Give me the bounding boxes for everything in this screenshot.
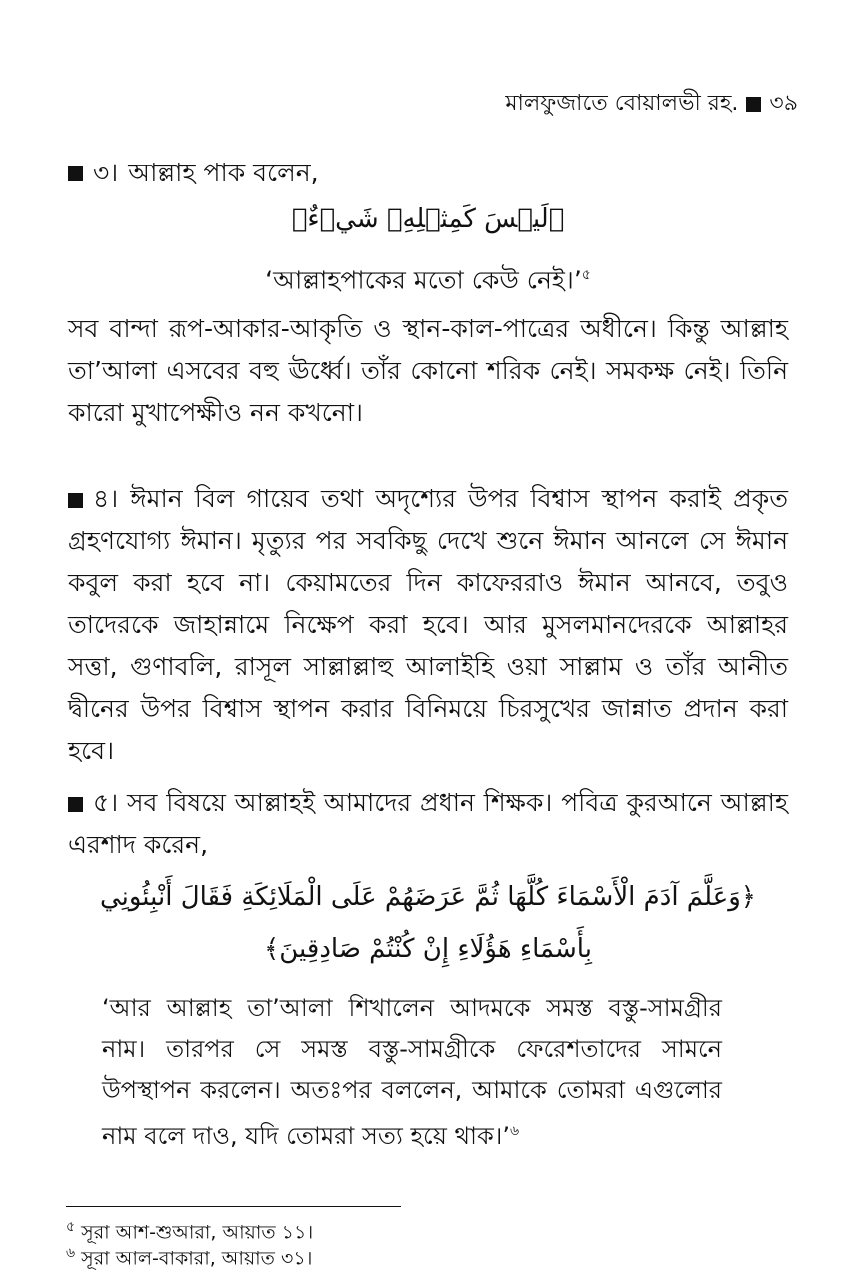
- section-3-body: সব বান্দা রূপ-আকার-আকৃতি ও স্থান-কাল-পাত্রের অধীনে। কিন্তু আল্লাহ তা’আলা এসবের বহু ঊর্ধ্বে। তাঁর কোনো শরিক নেই। সমকক্ষ নেই। তিনি কারো মুখাপেক্ষীও নন কখনো।: [68, 314, 788, 427]
- running-header: [505, 86, 798, 123]
- footnote-6: [66, 1240, 312, 1271]
- arabic-verse-line-2: بِأَسْمَاءِ هَؤُلَاءِ إِنْ كُنْتُمْ صَادِقِينَ﴾: [264, 934, 592, 964]
- section-number: ৪।: [93, 484, 119, 513]
- footnote-text: সূরা আল-বাকারা, আয়াত ৩১।: [81, 1247, 313, 1270]
- footnote-text: সূরা আশ-শুআরা, আয়াত ১১।: [81, 1221, 314, 1244]
- square-bullet-icon: [746, 97, 761, 112]
- verse-translation: [68, 254, 788, 301]
- square-bullet-icon: [68, 166, 83, 181]
- section-intro: আল্লাহ পাক বলেন,: [128, 158, 319, 187]
- verse-translation: [102, 988, 722, 1157]
- footnote-ref: ৬: [509, 1123, 520, 1139]
- section-3-heading: [68, 152, 788, 194]
- arabic-verse-line-1: ﴿وَعَلَّمَ آدَمَ الْأَسْمَاءَ كُلَّهَا ثُمَّ عَرَضَهُمْ عَلَى الْمَلَائِكَةِ فَقَالَ أَنْبِئُونِي: [99, 882, 757, 912]
- translation-text: ‘আল্লাহপাকের মতো কেউ নেই।’: [265, 265, 582, 295]
- section-number: ৫।: [93, 788, 119, 817]
- section-5-intro: সব বিষয়ে আল্লাহই আমাদের প্রধান শিক্ষক। পবিত্র কুরআনে আল্লাহ এরশাদ করেন,: [68, 788, 788, 859]
- footnote-ref: ৫: [581, 267, 591, 283]
- footnote-mark: ৫: [66, 1219, 76, 1235]
- square-bullet-icon: [68, 493, 83, 508]
- section-number: ৩।: [93, 158, 119, 187]
- section-4-paragraph: [68, 478, 788, 772]
- running-title: মালফুজাতে বোয়ালভী রহ.: [505, 91, 739, 116]
- section-4-body: ঈমান বিল গায়েব তথা অদৃশ্যের উপর বিশ্বাস স্থাপন করাই প্রকৃত গ্রহণযোগ্য ঈমান। মৃত্যুর পর সবকিছু দেখে শুনে ঈমান আনলে সে ঈমান কবুল করা হবে না। কেয়ামতের দিন কাফেররাও ঈমান আনবে, তবুও তাদেরকে জাহান্নামে নিক্ষেপ করা হবে। আর মুসলমানদেরকে আল্লাহর সত্তা, গুণাবলি, রাসূল সাল্লাল্লাহু আলাইহি ওয়া সাল্লাম ও তাঁর আনীত দ্বীনের উপর বিশ্বাস স্থাপন করার বিনিময়ে চিরসুখের জান্নাত প্রদান করা হবে।: [68, 484, 788, 765]
- footnote-mark: ৬: [66, 1245, 76, 1261]
- footnote-divider: [66, 1206, 401, 1207]
- page-number: ৩৯: [769, 91, 798, 116]
- square-bullet-icon: [68, 797, 83, 812]
- section-5-paragraph: [68, 782, 788, 866]
- translation-text: ‘আর আল্লাহ তা’আলা শিখালেন আদমকে সমস্ত বস্তু-সামগ্রীর নাম। তারপর সে সমস্ত বস্তু-সামগ্রীকে ফেরেশতাদের সামনে উপস্থাপন করলেন। অতঃপর বললেন, আমাকে তোমরা এগুলোর নাম বলে দাও, যদি তোমরা সত্য হয়ে থাক।’: [102, 994, 722, 1150]
- arabic-verse: ﴿لَيۡسَ كَمِثۡلِهِۦ شَيۡءٌ﴾: [291, 204, 565, 234]
